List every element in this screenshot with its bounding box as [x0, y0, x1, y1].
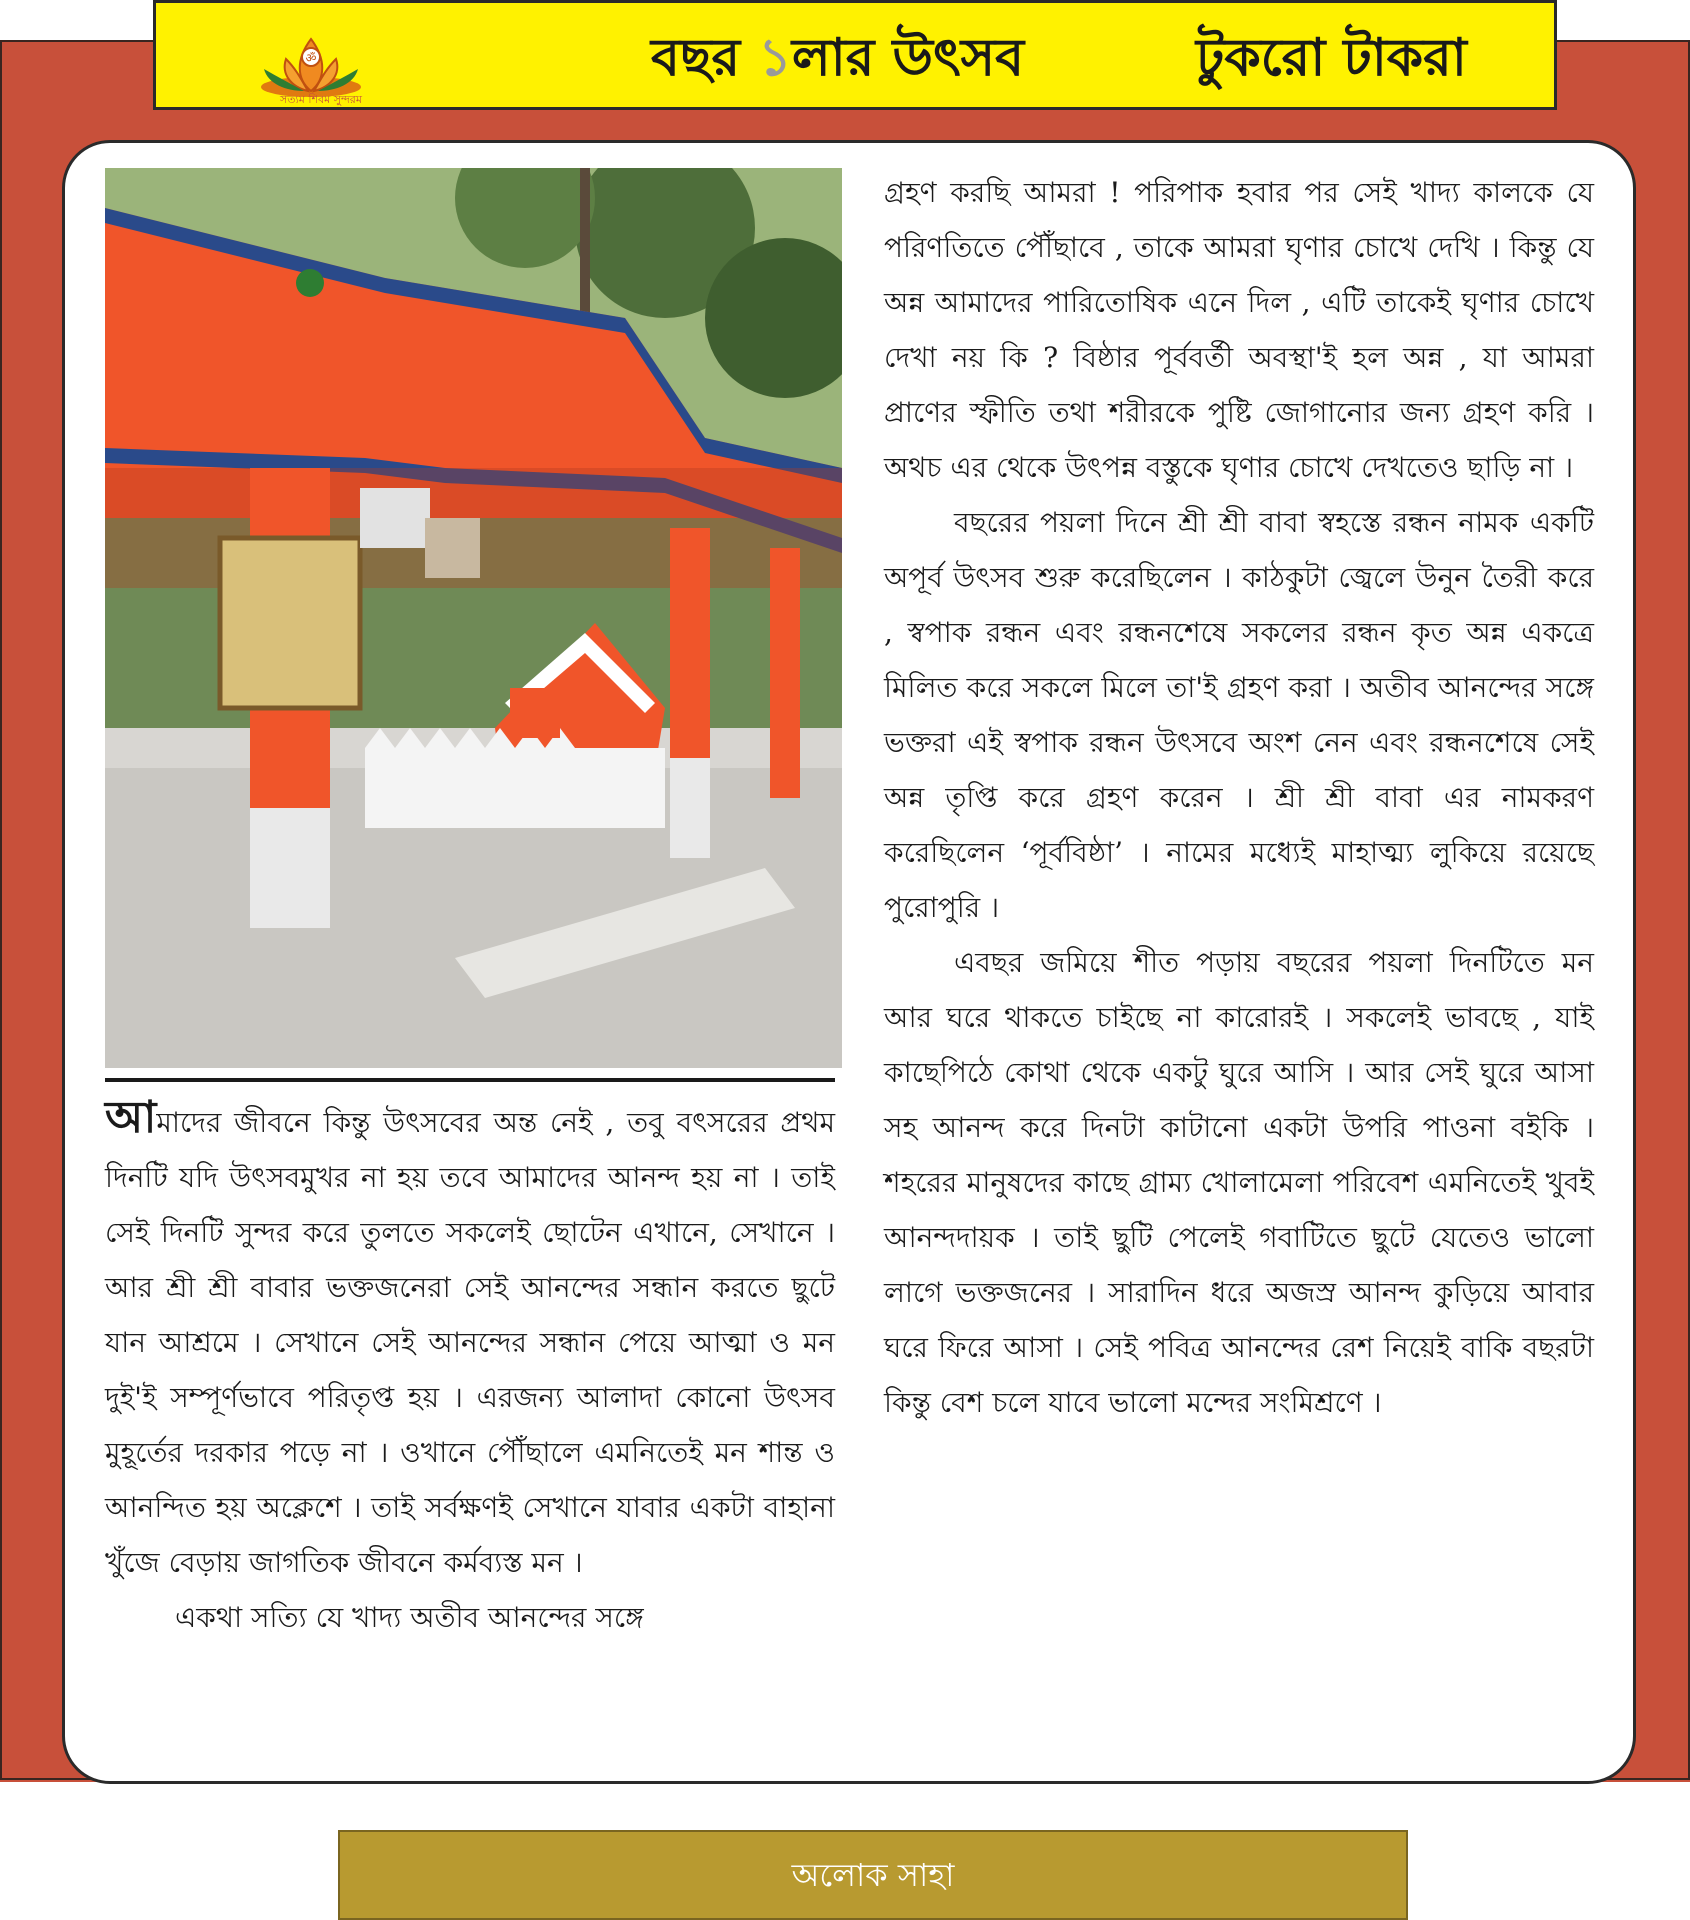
author-name: অলোক সাহা	[791, 1856, 955, 1894]
page-header	[153, 0, 1557, 110]
article-paragraph: গ্রহণ করছি আমরা ! পরিপাক হবার পর সেই খাদ্য কালকে যে পরিণতিতে পৌঁছাবে , তাকে আমরা ঘৃণার চোখে দেখি । কিন্তু যে অন্ন আমাদের পারিতোষিক এনে দিল , এটি তাকেই ঘৃণার চোখে দেখা নয় কি ? বিষ্ঠার পূর্ববর্তী অবস্থা'ই হল অন্ন , যা আমরা প্রাণের স্ফীতি তথা শরীরকে পুষ্টি জোগানোর জন্য গ্রহণ করি । অথচ এর থেকে উৎপন্ন বস্তুকে ঘৃণার চোখে দেখতেও ছাড়ি না ।	[884, 176, 1594, 484]
frame-border-left	[0, 40, 2, 1780]
article-paragraph: একথা সত্যি যে খাদ্য অতীব আনন্দের সঙ্গে	[175, 1601, 644, 1634]
title-digit: ১	[758, 28, 792, 88]
section-divider	[105, 1078, 835, 1082]
title-part-1: বছর	[651, 28, 759, 88]
article-column-right	[884, 165, 1594, 1430]
article-column-left	[105, 1090, 835, 1645]
article-paragraph: বছরের পয়লা দিনে শ্রী শ্রী বাবা স্বহস্তে রন্ধন নামক একটি অপূর্ব উৎসব শুরু করেছিলেন । কাঠকুটা জ্বেলে উনুন তৈরী করে , স্বপাক রন্ধন এবং রন্ধনশেষে সকলের রন্ধন কৃত অন্ন একত্রে মিলিত করে সকলে মিলে তা'ই গ্রহণ করা । অতীব আনন্দের সঙ্গে ভক্তরা এই স্বপাক রন্ধন উৎসবে অংশ নেন এবং রন্ধনশেষে সেই অন্ন তৃপ্তি করে গ্রহণ করেন । শ্রী শ্রী বাবা এর নামকরণ করেছিলেন ‘পূর্ববিষ্ঠা’ । নামের মধ্যেই মাহাত্ম্য লুকিয়ে রয়েছে পুরোপুরি ।	[884, 506, 1594, 924]
section-title: টুকরো টাকরা	[1196, 28, 1467, 88]
logo-caption: সত্যম শিবম সুন্দরম	[280, 93, 362, 106]
page-title	[651, 23, 1024, 93]
temple-photo-image	[105, 168, 842, 1068]
drop-cap: আ	[105, 1092, 157, 1143]
article-paragraph: এবছর জমিয়ে শীত পড়ায় বছরের পয়লা দিনটিতে মন আর ঘরে থাকতে চাইছে না কারোরই । সকলেই ভাবছে , যাই কাছেপিঠে কোথা থেকে একটু ঘুরে আসি । আর সেই ঘুরে আসা সহ আনন্দ করে দিনটা কাটানো একটা উপরি পাওনা বইকি । শহরের মানুষদের কাছে গ্রাম্য খোলামেলা পরিবেশ এমনিতেই খুবই আনন্দদায়ক । তাই ছুটি পেলেই গবাটিতে ছুটে যেতেও ভালো লাগে ভক্তজনের । সারাদিন ধরে অজস্র আনন্দ কুড়িয়ে আবার ঘরে ফিরে আসা । সেই পবিত্র আনন্দের রেশ নিয়েই বাকি বছরটা কিন্তু বেশ চলে যাবে ভালো মন্দের সংমিশ্রণে ।	[884, 946, 1594, 1419]
title-part-2: লার উৎসব	[791, 28, 1025, 88]
article-paragraph	[105, 1090, 835, 1590]
temple-photo	[105, 168, 842, 1068]
author-footer	[338, 1830, 1408, 1920]
paragraph-text: মাদের জীবনে কিন্তু উৎসবের অন্ত নেই , তবু বৎসরের প্রথম দিনটি যদি উৎসবমুখর না হয় তবে আমাদের আনন্দ হয় না । তাই সেই দিনটি সুন্দর করে তুলতে সকলেই ছোটেন এখানে, সেখানে । আর শ্রী শ্রী বাবার ভক্তজনেরা সেই আনন্দের সন্ধান করতে ছুটে যান আশ্রমে । সেখানে সেই আনন্দের সন্ধান পেয়ে আত্মা ও মন দুই'ই সম্পূর্ণভাবে পরিতৃপ্ত হয় । এরজন্য আলাদা কোনো উৎসব মুহূর্তের দরকার পড়ে না । ওখানে পৌঁছালে এমনিতেই মন শান্ত ও আনন্দিত হয় অক্লেশে । তাই সর্বক্ষণই সেখানে যাবার একটা বাহানা খুঁজে বেড়ায় জাগতিক জীবনে কর্মব্যস্ত মন ।	[105, 1106, 835, 1579]
svg-text:ॐ: ॐ	[305, 51, 317, 65]
